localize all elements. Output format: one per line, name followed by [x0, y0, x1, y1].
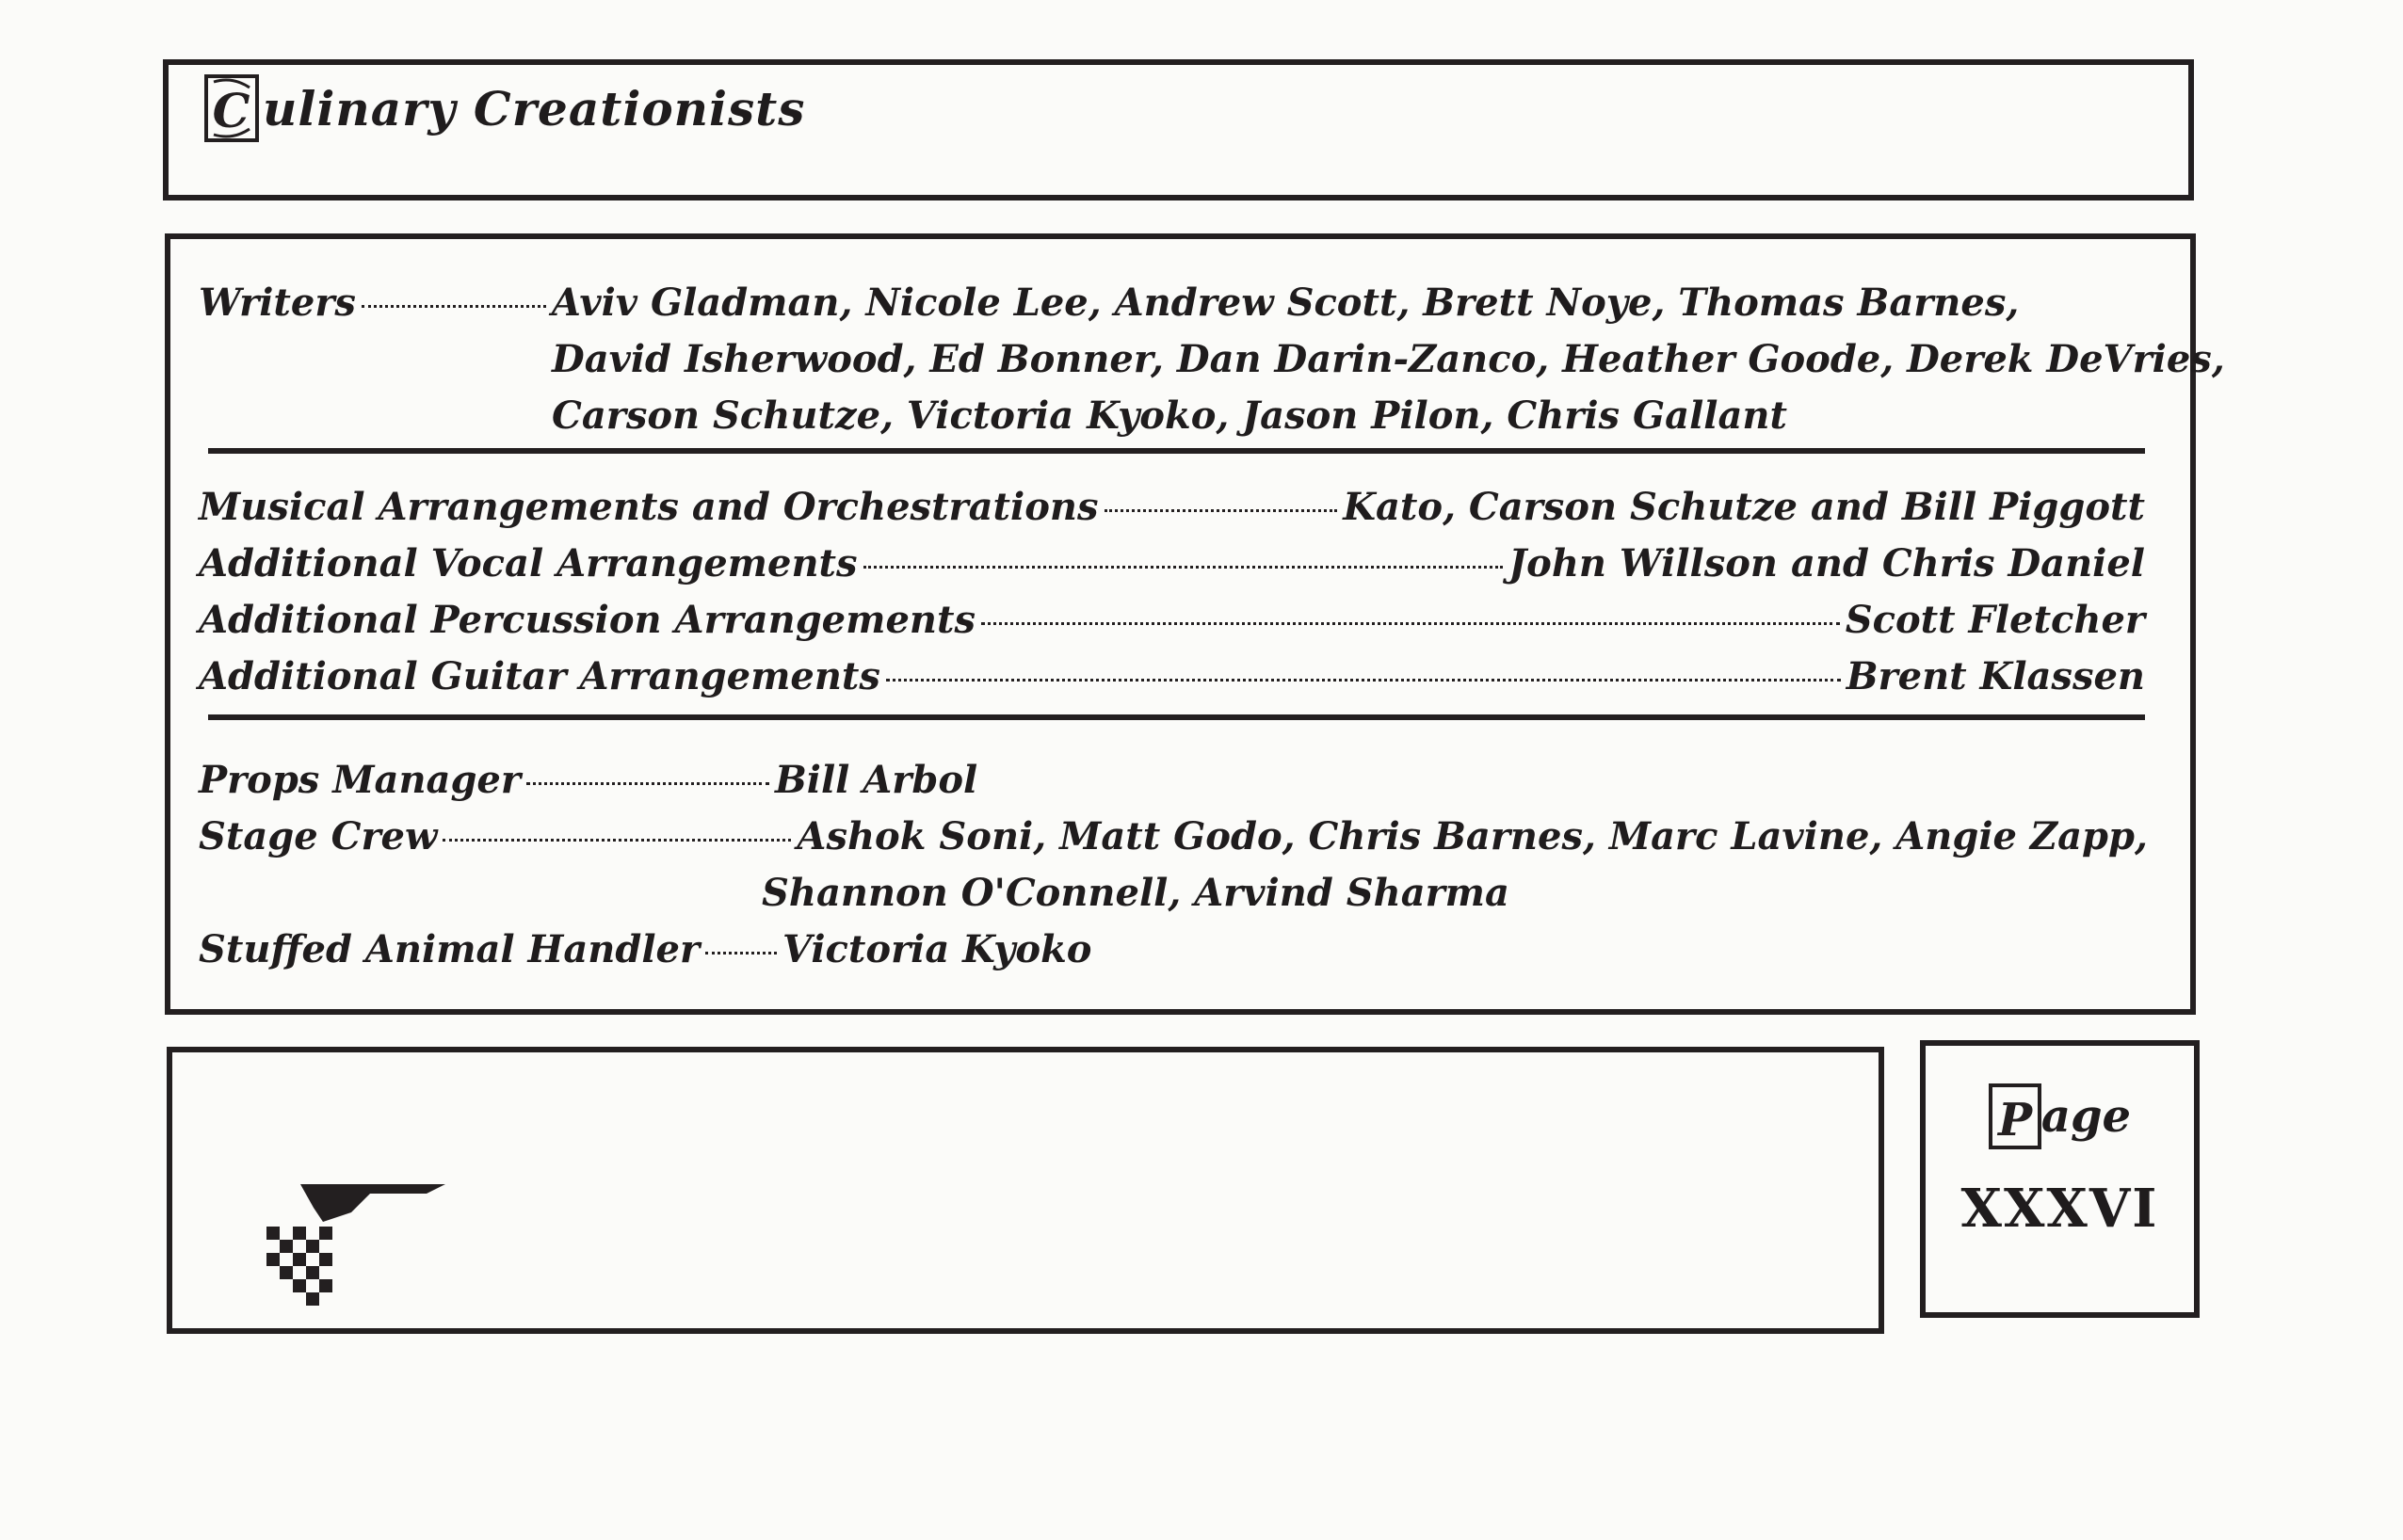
crew-section — [199, 752, 2148, 978]
page-label — [1926, 1083, 2194, 1149]
svg-text:P: P — [1997, 1094, 2032, 1147]
stage-crew-line-1: Ashok Soni, Matt Godo, Chris Barnes, Marc Lavine, Angie Zapp, — [797, 814, 2148, 858]
arrangement-row — [199, 479, 2145, 536]
arrangement-value: Scott Fletcher — [1845, 598, 2145, 642]
stage-crew-row — [199, 809, 2148, 865]
page-number: XXXVI — [1960, 1178, 2159, 1240]
page-label-text: age — [2040, 1090, 2132, 1143]
animal-handler-value: Victoria Kyoko — [782, 927, 1092, 971]
dot-leader — [863, 566, 1504, 569]
props-row — [199, 752, 2145, 809]
title-text: ulinary Creationists — [263, 80, 806, 136]
dot-leader — [705, 952, 777, 954]
chef-hat-logo-icon — [266, 1184, 455, 1316]
arrangement-row — [199, 592, 2145, 649]
animal-handler-label: Stuffed Animal Handler — [199, 927, 701, 971]
dot-leader — [1105, 509, 1338, 512]
svg-text:C: C — [212, 83, 251, 138]
writers-line-3: Carson Schutze, Victoria Kyoko, Jason Pilon, Chris Gallant — [552, 393, 1787, 438]
arrangement-value: John Willson and Chris Daniel — [1508, 541, 2145, 586]
dot-leader — [443, 839, 791, 842]
arrangement-value: Brent Klassen — [1846, 654, 2145, 698]
arrangement-label: Additional Vocal Arrangements — [199, 541, 858, 586]
props-label: Props Manager — [199, 758, 521, 802]
title-box — [163, 59, 2194, 201]
page-box — [1920, 1040, 2200, 1318]
writers-section — [199, 275, 2225, 444]
dot-leader — [526, 782, 769, 785]
credits-box — [165, 233, 2225, 1015]
arrangement-value: Kato, Carson Schutze and Bill Piggott — [1343, 485, 2145, 529]
arrangement-label: Musical Arrangements and Orchestrations — [199, 485, 1099, 529]
arrangement-label: Additional Guitar Arrangements — [199, 654, 880, 698]
stage-crew-line-2: Shannon O'Connell, Arvind Sharma — [762, 871, 1509, 915]
dot-leader — [362, 305, 546, 308]
animal-handler-row — [199, 922, 2145, 978]
page-dropcap — [1989, 1083, 2041, 1149]
writers-row — [199, 275, 2145, 331]
writers-line-1: Aviv Gladman, Nicole Lee, Andrew Scott, Brett Noye, Thomas Barnes, — [551, 281, 2020, 325]
arrangement-label: Additional Percussion Arrangements — [199, 598, 976, 642]
props-value: Bill Arbol — [774, 758, 978, 802]
dot-leader — [886, 679, 1841, 682]
arrangement-row — [199, 649, 2145, 705]
writers-label: Writers — [199, 281, 356, 325]
divider-rule — [208, 448, 2145, 454]
arrangement-row — [199, 536, 2145, 592]
logo-box — [167, 1047, 1884, 1334]
page-title — [204, 74, 805, 142]
arrangements-section — [199, 479, 2145, 705]
title-dropcap — [204, 74, 259, 142]
writers-line-2: David Isherwood, Ed Bonner, Dan Darin-Zanco, Heather Goode, Derek DeVries, — [552, 337, 2225, 381]
stage-crew-label: Stage Crew — [199, 814, 438, 858]
divider-rule — [208, 714, 2145, 720]
dot-leader — [981, 622, 1840, 625]
